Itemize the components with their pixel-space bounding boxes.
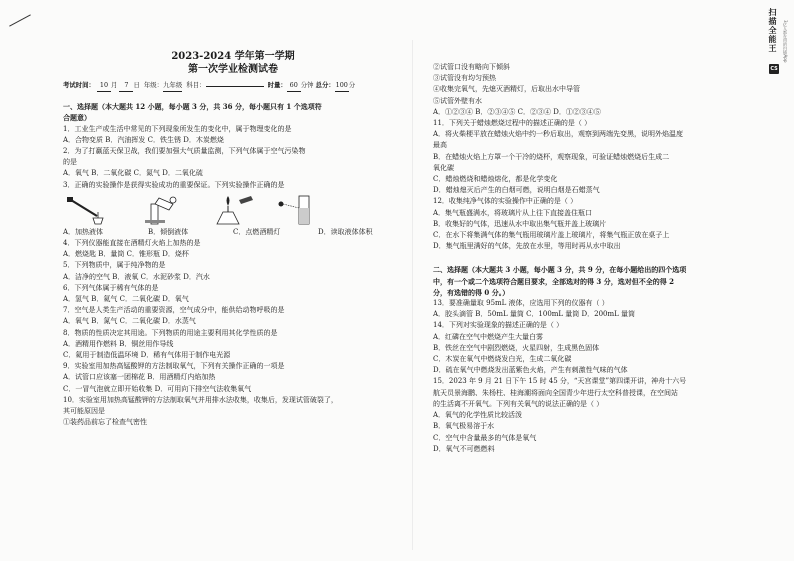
exam-meta-line: 考试时间： 10 月 7 日 年级：九年级 科目： 时量： 60 分钟 总分：100分 bbox=[63, 80, 403, 92]
question-line: 的生活离不开氧气。下列有关氧气的说法正确的是（ ） bbox=[433, 399, 604, 408]
exam-title-year: 2023-2024 学年第一学期 bbox=[171, 51, 295, 62]
question-line: ⑤试管外壁有水 bbox=[433, 96, 482, 105]
question-line: 14．下列对实验现象的描述正确的是（ ） bbox=[433, 321, 564, 330]
section-2-heading-cont: 中，有一个或二个选项符合题目要求，全部选对的得 3 分，选对但不全的得 2 bbox=[433, 276, 675, 286]
question-line: A．氧气 B．氮气 C．二氧化碳 D．水蒸气 bbox=[63, 317, 196, 326]
section-1-heading: 一、选择题（本大题共 12 小题，每小题 3 分，共 36 分，每小题只有 1 个选项符 bbox=[63, 102, 322, 112]
question-line: ③试管没有均匀预热 bbox=[433, 74, 496, 83]
question-line: B．氧气极易溶于水 bbox=[433, 422, 495, 431]
heating-liquid-figure bbox=[63, 194, 123, 226]
question-line: 8．物质的性质决定其用途。下列物质的用途主要利用其化学性质的是 bbox=[63, 328, 278, 337]
question-line: A．①②③④ B．②③④⑤ C．②③④ D．①②③④⑤ bbox=[433, 107, 601, 116]
question-line: A．氧气 B．二氧化碳 C．氮气 D．二氧化硫 bbox=[63, 169, 203, 178]
question-line: 10．实验室用加热高锰酸钾的方法制取氧气并用排水法收集，收集后，发现试管破裂了， bbox=[63, 395, 338, 404]
lighting-lamp-figure bbox=[203, 194, 263, 226]
scan-mark bbox=[9, 14, 31, 26]
question-line: A．合物变质 B．汽油挥发 C．铁生锈 D．木炭燃烧 bbox=[63, 135, 224, 144]
question-line: ④收集完氧气，先熄灭酒精灯，后取出水中导管 bbox=[433, 85, 580, 94]
question-line: A．洁净的空气 B．液氧 C．水泥砂浆 D．汽水 bbox=[63, 272, 210, 281]
reading-volume-figure bbox=[273, 194, 333, 226]
question-line: D．氧气不可燃燃料 bbox=[433, 444, 495, 453]
question-line: 其可能原因是 bbox=[63, 407, 105, 416]
question-line: B．铁丝在空气中剧烈燃烧，火星四射，生成黑色固体 bbox=[433, 343, 600, 352]
question-line: 15．2023 年 9 月 21 日下午 15 时 45 分，“天宫课堂”第四课开讲，神舟十六号 bbox=[433, 377, 687, 386]
question-line: 6．下列气体属于稀有气体的是 bbox=[63, 283, 159, 292]
question-line: 最高 bbox=[433, 141, 447, 150]
question-line: B．收集好的气体，迅速从水中取出集气瓶并盖上玻璃片 bbox=[433, 219, 607, 228]
page-fold-line bbox=[412, 40, 413, 550]
question-line: C．蜡烛燃烧和蜡烛熔化，都是化学变化 bbox=[433, 175, 558, 184]
question-line: 3．正确的实验操作是获得实验成功的重要保证。下列实验操作正确的是 bbox=[63, 180, 285, 189]
question-line: C．空气中含量最多的气体是氧气 bbox=[433, 433, 537, 442]
question-line: A．燃烧匙 B．量筒 C．锥形瓶 D．烧杯 bbox=[63, 250, 189, 259]
section-2-heading-cont: 分，有选错的得 0 分。） bbox=[433, 287, 510, 297]
question-line: 航天员景海鹏、朱杨柱、桂海潮将面向全国青少年进行太空科普授课，在空间站 bbox=[433, 388, 678, 397]
question-line: 氧化碳 bbox=[433, 163, 454, 172]
scanner-tagline: 3亿人都在用的扫描App bbox=[783, 20, 788, 63]
question-line: 4．下列仪器能直接在酒精灯火焰上加热的是 bbox=[63, 239, 201, 248]
option-b: B．倾倒液体 bbox=[148, 227, 189, 236]
question-line: A．胶头滴管 B．50mL 量筒 C．100mL 量筒 D．200mL 量筒 bbox=[433, 310, 636, 319]
question-line: A．酒精用作燃料 B．铜丝用作导线 bbox=[63, 339, 174, 348]
option-a: A．加热液体 bbox=[63, 227, 104, 236]
question-line: C．氦用于制造低温环境 D．稀有气体用于制作电光源 bbox=[63, 351, 231, 360]
question-line: A．氢气 B．氦气 C．二氧化碳 D．氧气 bbox=[63, 295, 189, 304]
pouring-liquid-figure bbox=[133, 194, 193, 226]
question-line: D．硫在氧气中燃烧发出蓝紫色火焰，产生有刺激性气味的气体 bbox=[433, 366, 628, 375]
question-line: A．氧气的化学性质比较活泼 bbox=[433, 411, 523, 420]
option-c: C．点燃酒精灯 bbox=[233, 227, 281, 236]
question-line: 11．下列关于蜡烛燃烧过程中的描述正确的是（ ） bbox=[433, 119, 592, 128]
scanner-logo-icon: CS bbox=[770, 66, 778, 72]
right-column bbox=[433, 62, 743, 455]
question-line: B．在蜡烛火焰上方罩一个干冷的烧杯，观察现象，可验证蜡烛燃烧后生成二 bbox=[433, 152, 670, 161]
left-column bbox=[63, 50, 403, 428]
question-line: 1．工业生产或生活中常见的下列现象所发生的变化中，属于物理变化的是 bbox=[63, 124, 292, 133]
scanner-app-name: 扫描全能王 bbox=[768, 8, 777, 53]
question-line: 5．下列物质中，属于纯净物的是 bbox=[63, 261, 166, 270]
question-line: 的是 bbox=[63, 158, 77, 167]
question-line: A．试管口应该塞一团棉花 B．用酒精灯内焰加热 bbox=[63, 373, 216, 382]
lab-operation-figures bbox=[63, 194, 403, 226]
question-line: C．在水下将集满气体的集气瓶用玻璃片盖上玻璃片，将集气瓶正放在桌子上 bbox=[433, 231, 670, 240]
exam-title-name: 第一次学业检测试卷 bbox=[188, 64, 278, 75]
question-line: D．集气瓶里满好的气体，先放在水里，等用时再从水中取出 bbox=[433, 242, 621, 251]
question-line: A．红磷在空气中燃烧产生大量白雾 bbox=[433, 332, 544, 341]
option-d: D．读取液体体积 bbox=[318, 227, 373, 236]
section-1-heading-cont: 合题意） bbox=[63, 113, 91, 123]
question-line: ②试管口没有略向下倾斜 bbox=[433, 63, 510, 71]
section-2-heading: 二、选择题（本大题共 3 小题，每小题 3 分，共 9 分，在每小题给出的四个选项 bbox=[433, 265, 687, 275]
question-line: 9．实验室用加热高锰酸钾的方法制取氧气，下列有关操作正确的一项是 bbox=[63, 362, 285, 371]
lab-option-labels bbox=[63, 227, 403, 238]
question-line: 12．收集纯净气体的实验操作中正确的是（ ） bbox=[433, 197, 578, 206]
question-line: 2．为了打赢蓝天保卫战，我们要加强大气质量监测，下列气体属于空气污染物 bbox=[63, 147, 306, 156]
question-line: D．蜡烛熄灭后产生的白烟可燃，说明白烟是石蜡蒸气 bbox=[433, 186, 600, 195]
question-line: 7．空气是人类生产活动的重要资源，空气成分中，能供给动物呼吸的是 bbox=[63, 306, 285, 315]
question-line: C．一冒气泡就立即开始收集 D．可用向下排空气法收集氧气 bbox=[63, 384, 252, 393]
question-line: ①装药品前忘了检查气密性 bbox=[63, 418, 147, 427]
question-line: A．将火柴梗平放在蜡烛火焰中约一秒后取出，观察到两端先变黑，说明外焰温度 bbox=[433, 130, 684, 139]
question-line: A．集气瓶盛满水，将玻璃片从上往下直接盖住瓶口 bbox=[433, 208, 593, 217]
question-line: 13．要准确量取 95mL 液体，应选用下列的仪器有（ ） bbox=[433, 299, 609, 308]
question-line: C．木炭在氧气中燃烧发白光，生成二氧化碳 bbox=[433, 355, 572, 364]
